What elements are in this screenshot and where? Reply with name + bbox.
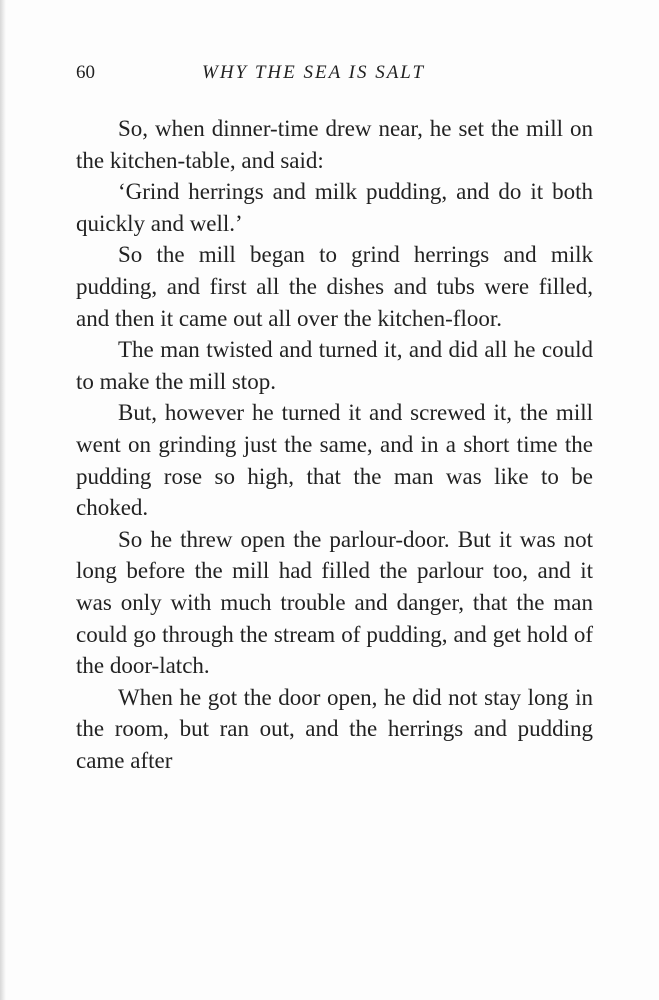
paragraph: So the mill began to grind herrings and milk pudding, and first all the dishes and tubs were filled, and then it came out all over the kitchen-floor. (76, 242, 593, 331)
spine-shadow (0, 0, 6, 1000)
paragraph: So he threw open the parlour-door. But it was not long before the mill had filled the parlour too, and it was only with much trouble and danger, that the man could go through the stream of pudding, and get hold of the door-latch. (76, 526, 593, 679)
body-text (76, 113, 593, 776)
paragraph: When he got the door open, he did not stay long in the room, but ran out, and the herrings and pudding came after (76, 684, 593, 773)
running-title: WHY THE SEA IS SALT (202, 62, 426, 83)
page-number: 60 (76, 62, 95, 83)
running-head (76, 62, 596, 90)
paragraph: But, however he turned it and screwed it, the mill went on grinding just the same, and in a short time the pudding rose so high, that the man was like to be choked. (76, 400, 593, 521)
paragraph: ‘Grind herrings and milk pudding, and do it both quickly and well.’ (76, 179, 593, 236)
paragraph: The man twisted and turned it, and did all he could to make the mill stop. (76, 337, 593, 394)
paragraph: So, when dinner-time drew near, he set the mill on the kitchen-table, and said: (76, 116, 593, 173)
